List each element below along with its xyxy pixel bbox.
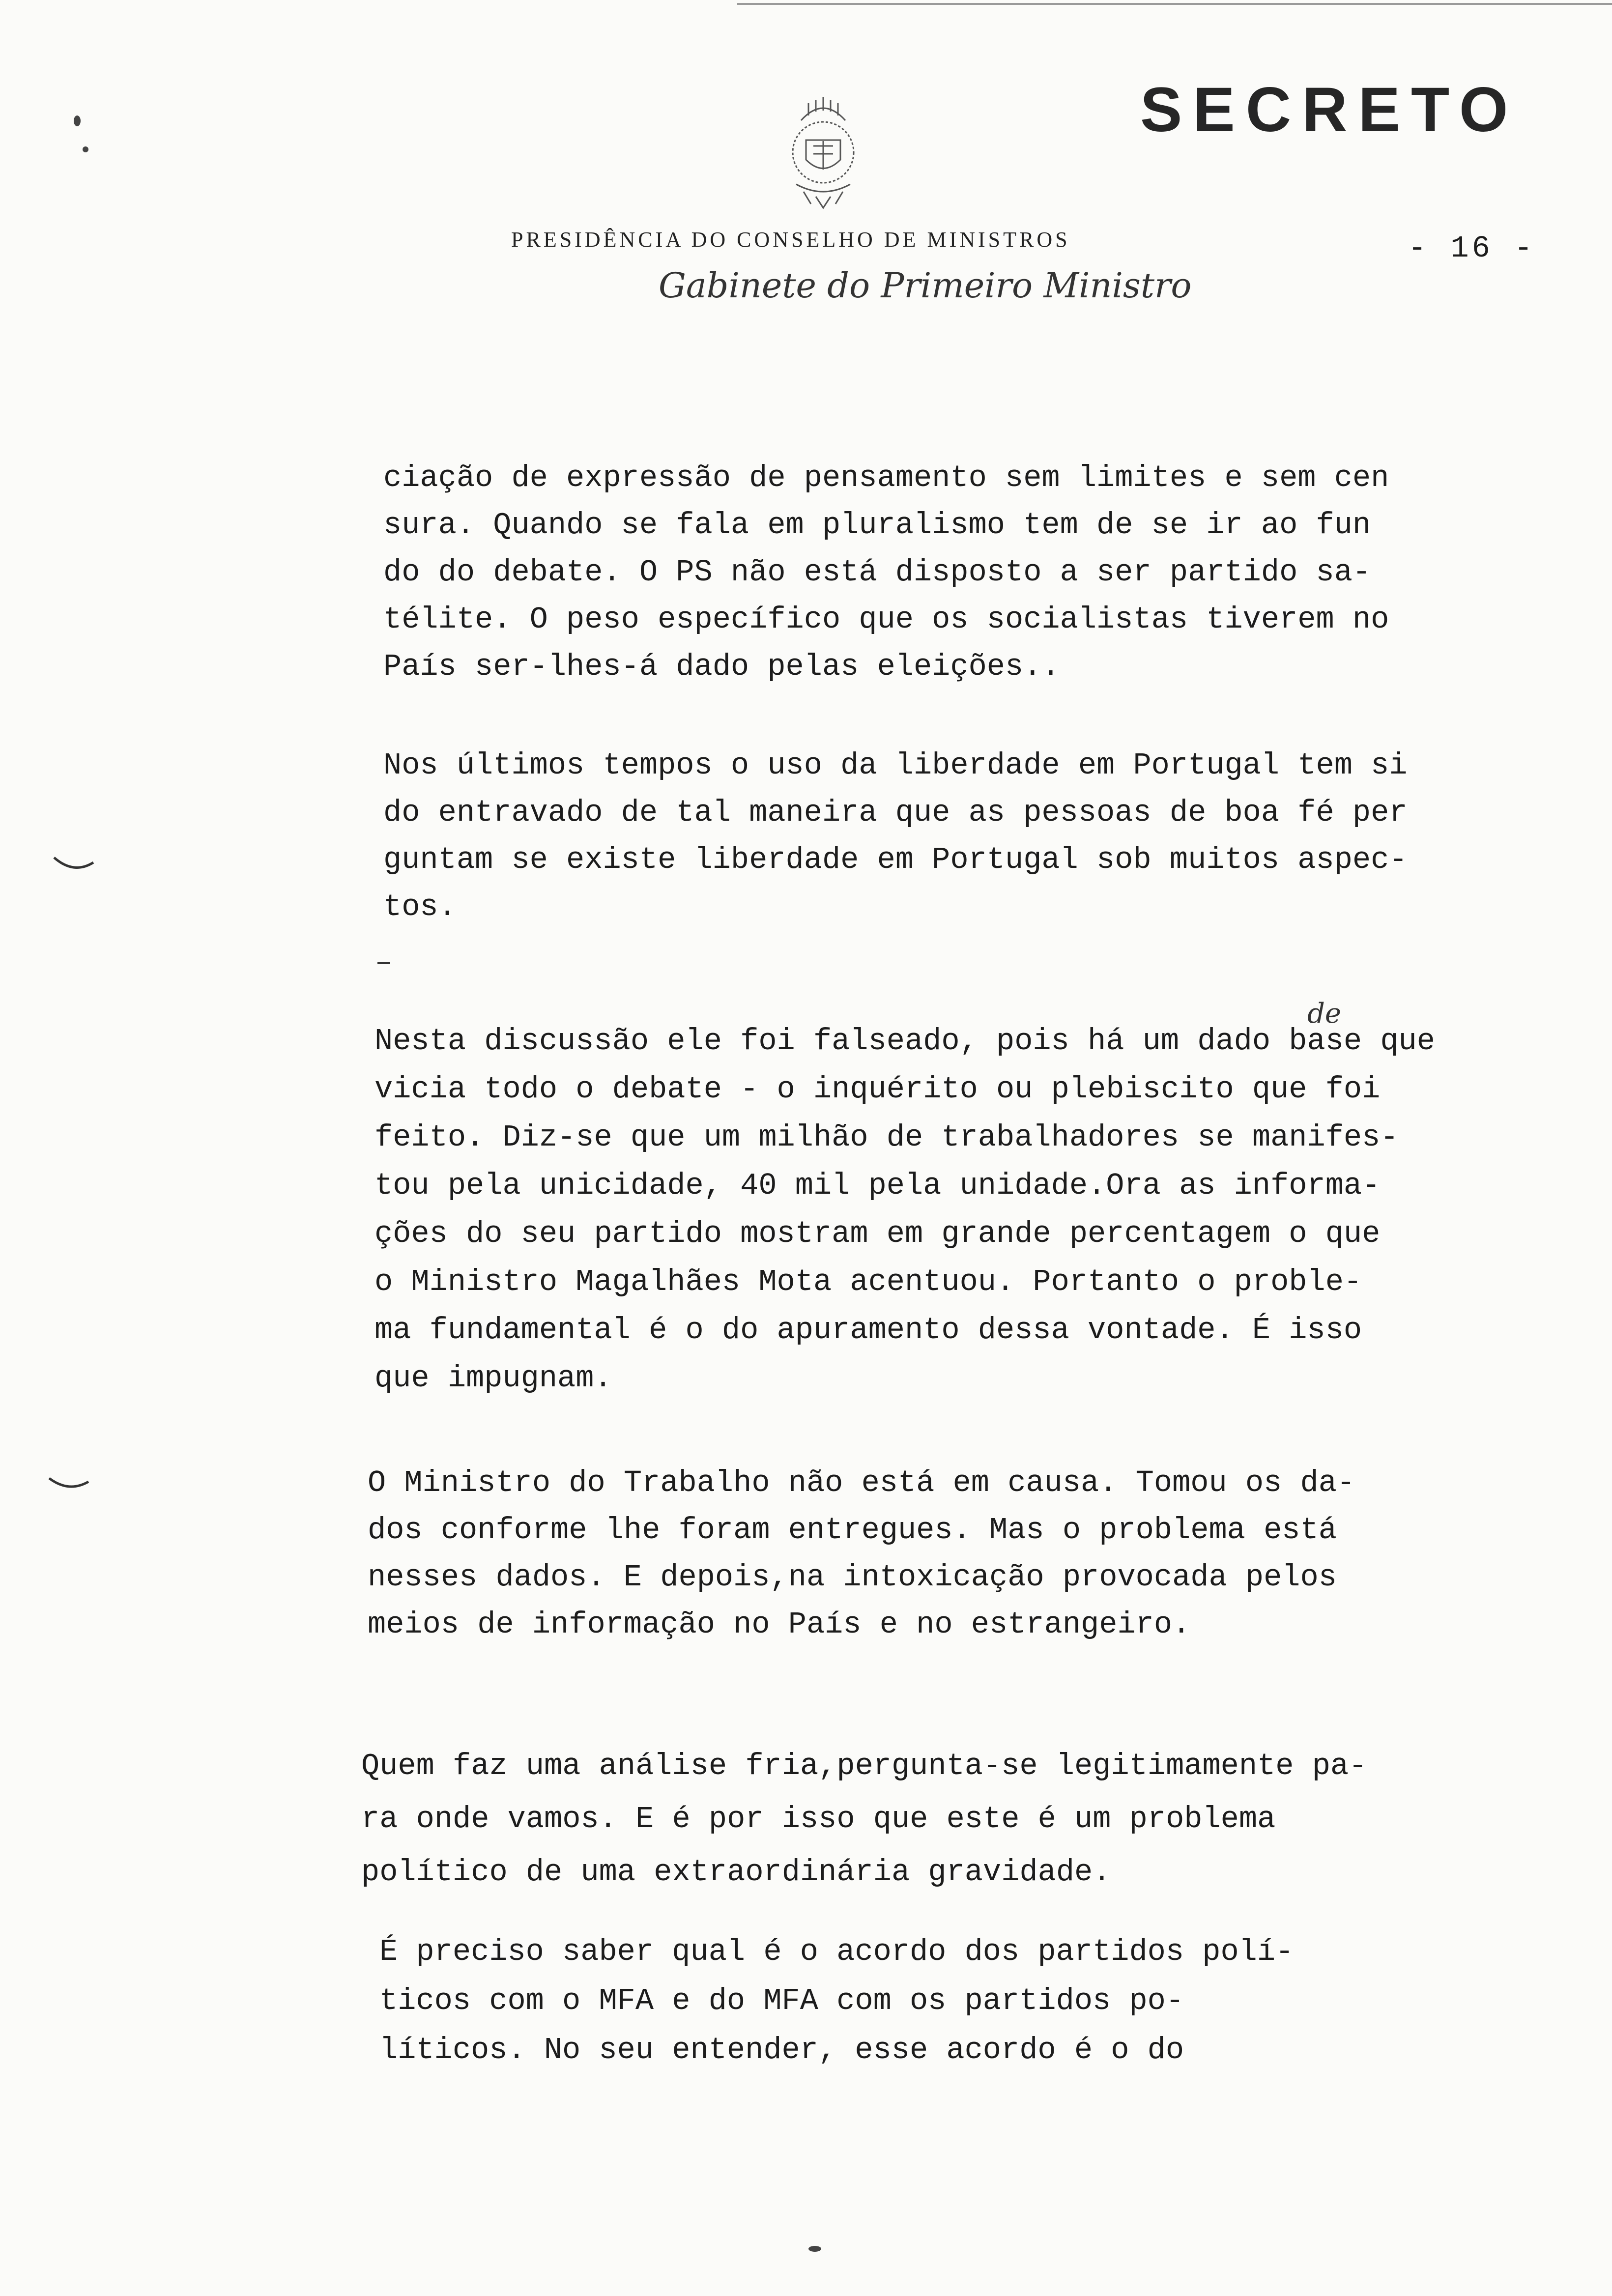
margin-curve-mark — [44, 1469, 93, 1499]
ink-speck — [808, 2246, 821, 2252]
text-line: Quem faz uma análise fria,pergunta-se legitimamente pa- — [361, 1749, 1367, 1783]
ink-speck — [74, 115, 81, 126]
institution-name: PRESIDÊNCIA DO CONSELHO DE MINISTROS — [511, 228, 1070, 252]
paragraph — [374, 1017, 1435, 1403]
paragraph — [379, 1927, 1294, 2075]
page-number: - 16 - — [1408, 231, 1536, 266]
text-line: Nesta discussão ele foi falseado, pois há um dado base que — [374, 1024, 1435, 1059]
text-line: que impugnam. — [374, 1361, 612, 1396]
text-line: tos. — [383, 890, 457, 924]
text-line: tou pela unicidade, 40 mil pela unidade.Ora as informa- — [374, 1168, 1381, 1203]
text-line: País ser-lhes-á dado pelas eleições.. — [383, 649, 1060, 684]
margin-curve-mark — [49, 850, 98, 880]
text-line: o Ministro Magalhães Mota acentuou. Portanto o proble- — [374, 1264, 1362, 1299]
text-line: sura. Quando se fala em pluralismo tem de se ir ao fun — [383, 508, 1371, 543]
text-line: dos conforme lhe foram entregues. Mas o problema está — [368, 1513, 1337, 1548]
text-line: ciação de expressão de pensamento sem limites e sem cen — [383, 460, 1389, 495]
paragraph — [368, 1460, 1355, 1648]
text-line: ções do seu partido mostram em grande percentagem o que — [374, 1216, 1381, 1251]
text-line: ticos com o MFA e do MFA com os partidos po- — [379, 1983, 1184, 2018]
cabinet-subtitle: Gabinete do Primeiro Ministro — [659, 265, 1192, 306]
paragraph — [361, 1740, 1367, 1899]
text-line: líticos. No seu entender, esse acordo é o do — [379, 2033, 1184, 2067]
paragraph — [383, 455, 1389, 690]
text-line: nesses dados. E depois,na intoxicação provocada pelos — [368, 1560, 1337, 1595]
text-line: vicia todo o debate - o inquérito ou plebiscito que foi — [374, 1072, 1381, 1107]
handwritten-annotation: de — [1307, 998, 1341, 1030]
classification-stamp: SECRETO — [1140, 75, 1519, 145]
coat-of-arms-icon — [767, 86, 880, 214]
text-line: guntam se existe liberdade em Portugal sob muitos aspec- — [383, 842, 1408, 877]
text-line: ra onde vamos. E é por isso que este é um problema — [361, 1802, 1276, 1837]
stray-dash-mark — [377, 962, 390, 964]
text-line: télite. O peso específico que os socialistas tiverem no — [383, 602, 1389, 637]
text-line: feito. Diz-se que um milhão de trabalhadores se manifes- — [374, 1120, 1399, 1155]
text-line: Nos últimos tempos o uso da liberdade em Portugal tem si — [383, 748, 1408, 783]
text-line: do do debate. O PS não está disposto a ser partido sa- — [383, 555, 1371, 590]
text-line: do entravado de tal maneira que as pessoas de boa fé per — [383, 795, 1408, 830]
text-line: ma fundamental é o do apuramento dessa vontade. É isso — [374, 1313, 1362, 1348]
text-line: É preciso saber qual é o acordo dos partidos polí- — [379, 1934, 1294, 1969]
top-edge-rule — [737, 3, 1612, 5]
text-line: O Ministro do Trabalho não está em causa. Tomou os da- — [368, 1465, 1355, 1500]
paragraph — [383, 742, 1408, 931]
text-line: meios de informação no País e no estrangeiro. — [368, 1607, 1191, 1642]
text-line: político de uma extraordinária gravidade. — [361, 1855, 1111, 1890]
ink-speck — [83, 146, 88, 152]
